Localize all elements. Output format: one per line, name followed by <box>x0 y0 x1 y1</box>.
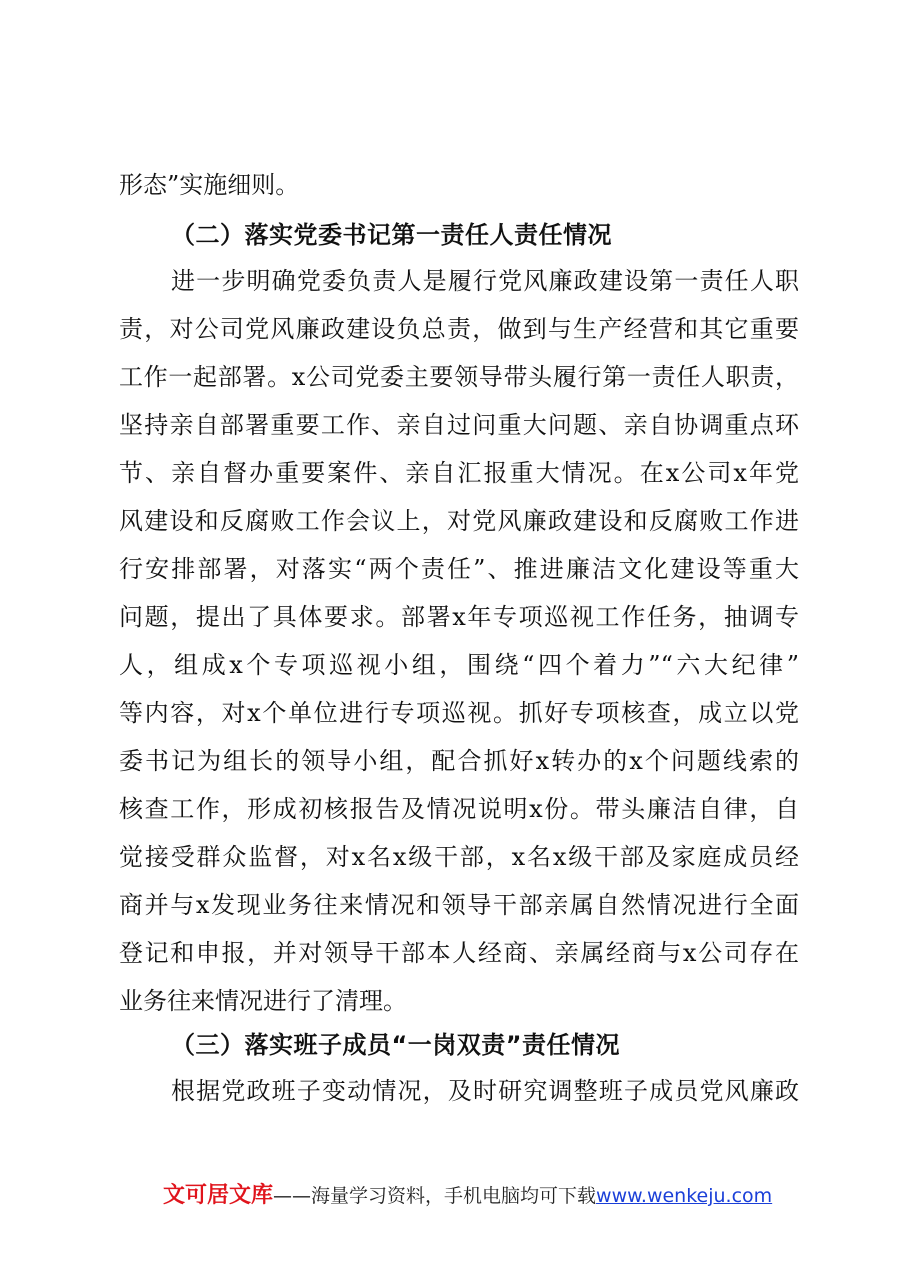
paragraph-line: 核查工作，形成初核报告及情况说明x份。带头廉洁自律，自 <box>119 795 799 823</box>
paragraph-line: 风建设和反腐败工作会议上，对党风廉政建设和反腐败工作进 <box>119 507 799 535</box>
paragraph-line: 行安排部署，对落实“两个责任”、推进廉洁文化建设等重大 <box>119 555 799 583</box>
paragraph-line: 业务往来情况进行了清理。 <box>119 987 407 1015</box>
section-heading-3: （三）落实班子成员“一岗双责”责任情况 <box>171 1031 621 1059</box>
paragraph-line: 委书记为组长的领导小组，配合抓好x转办的x个问题线索的 <box>119 747 799 775</box>
paragraph-line: 人，组成x个专项巡视小组，围绕“四个着力”“六大纪律” <box>119 651 799 679</box>
paragraph-line: 坚持亲自部署重要工作、亲自过问重大问题、亲自协调重点环 <box>119 411 799 439</box>
section-heading-2: （二）落实党委书记第一责任人责任情况 <box>171 221 612 249</box>
paragraph-line: 责，对公司党风廉政建设负总责，做到与生产经营和其它重要 <box>119 315 799 343</box>
footer-link[interactable]: www.wenkeju.com <box>596 1185 773 1207</box>
footer-brand: 文可居文库 <box>163 1183 274 1208</box>
footer-banner <box>163 1183 772 1209</box>
paragraph-line: 节、亲自督办重要案件、亲自汇报重大情况。在x公司x年党 <box>119 459 799 487</box>
footer-description: ——海量学习资料，手机电脑均可下载 <box>273 1185 597 1207</box>
paragraph-line: 问题，提出了具体要求。部署x年专项巡视工作任务，抽调专 <box>119 603 799 631</box>
paragraph-line: 工作一起部署。x公司党委主要领导带头履行第一责任人职责， <box>119 363 799 391</box>
paragraph-line: 觉接受群众监督，对x名x级干部，x名x级干部及家庭成员经 <box>119 843 799 871</box>
paragraph-line: 登记和申报，并对领导干部本人经商、亲属经商与x公司存在 <box>119 939 799 967</box>
paragraph-line: 商并与x发现业务往来情况和领导干部亲属自然情况进行全面 <box>119 891 799 919</box>
paragraph-line: 根据党政班子变动情况，及时研究调整班子成员党风廉政 <box>171 1077 799 1105</box>
paragraph-line: 等内容，对x个单位进行专项巡视。抓好专项核查，成立以党 <box>119 699 799 727</box>
paragraph-line: 进一步明确党委负责人是履行党风廉政建设第一责任人职 <box>171 267 799 295</box>
paragraph-line: 形态”实施细则。 <box>119 171 300 199</box>
